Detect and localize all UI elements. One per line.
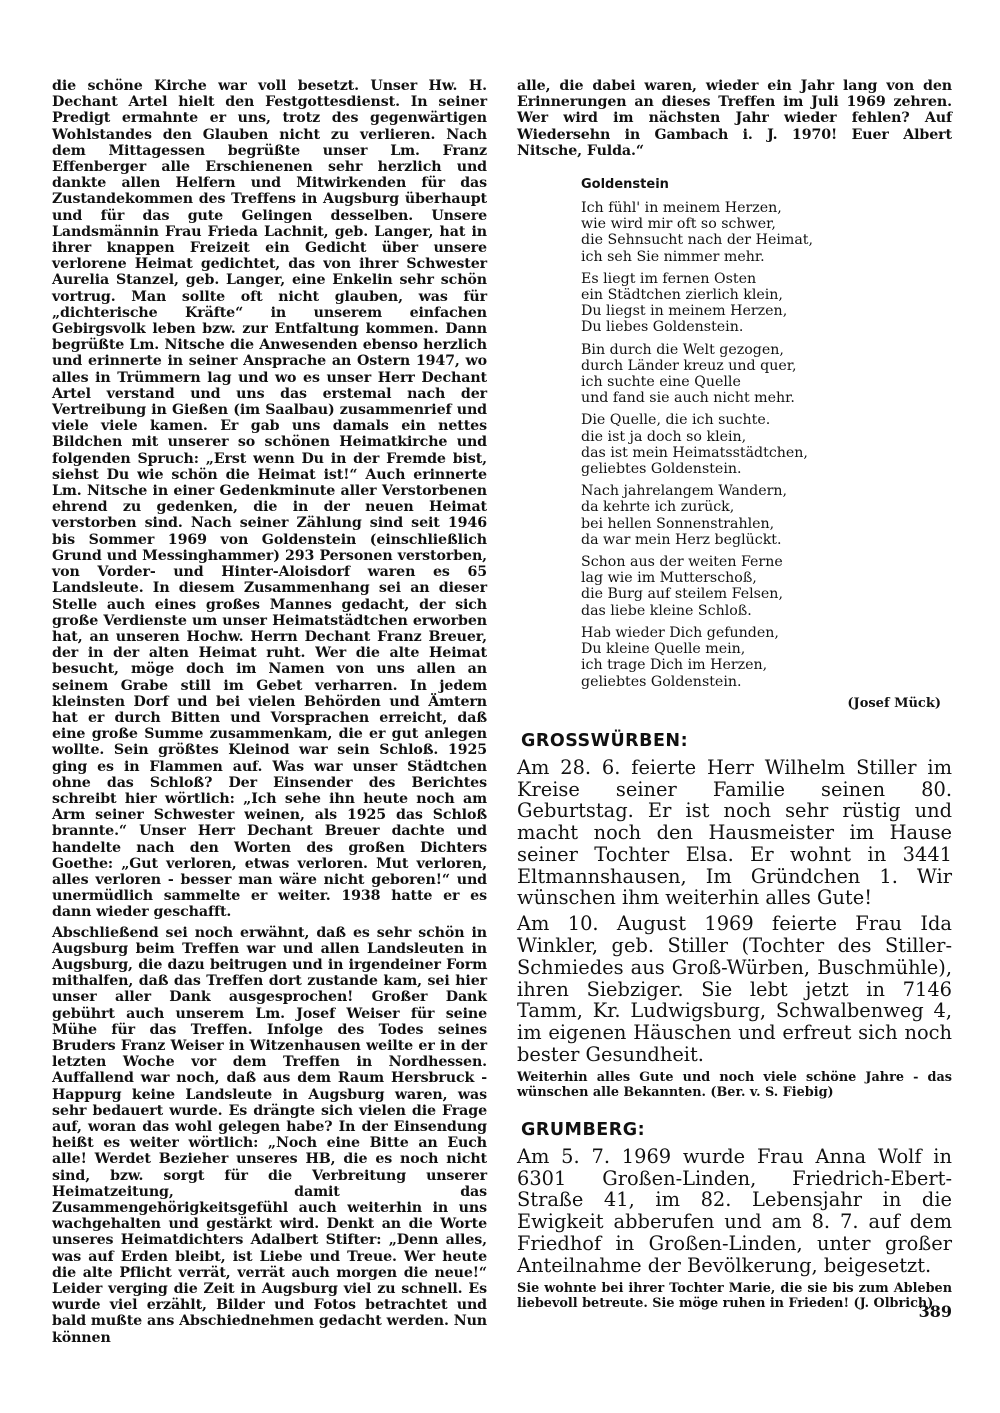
poem-stanza: Die Quelle, die ich suchte. die ist ja doch so klein, das ist mein Heimatsstädtchen, geliebtes Goldenstein. bbox=[581, 412, 808, 478]
news-paragraph: Am 5. 7. 1969 wurde Frau Anna Wolf in 6301 Großen-Linden, Friedrich-Ebert-Straße 41, im 82. Lebensjahr in die Ewigkeit abberufen und am 8. 7. auf dem Friedhof in Großen-Linden, unter großer Anteilnahme der Bevölkerung, beigesetzt. bbox=[517, 1144, 952, 1277]
left-column bbox=[52, 78, 487, 1346]
news-paragraph: Am 10. August 1969 feierte Frau Ida Winkler, geb. Stiller (Tochter des Stiller-Schmiedes aus Groß-Würben, Buschmühle), ihren Siebziger. Sie lebt jetzt in 7146 Tamm, Kr. Ludwigsburg, Schwalbenweg 4, im eigenen Häuschen und erfreut sich noch bester Gesundheit. bbox=[517, 912, 952, 1067]
article-paragraph: Abschließend sei noch erwähnt, daß es sehr schön in Augsburg beim Treffen war und allen Landsleuten in Augsburg, die dazu beitrugen und in irgendeiner Form mithalfen, daß das Treffen dort zustande kam, sei hier unser aller Dank ausgesprochen! Großer Dank gebührt auch unserem Lm. Josef Weiser für seine Mühe für das Treffen. Infolge des Todes seines Bruders Franz Weiser in Witzenhausen weilte er in der letzten Woche vor dem Treffen in Nordhessen. Auffallend war noch, daß aus dem Raum Hersbruck - Happurg keine Landsleute in Augsburg waren, was sehr bedauert wurde. Es drängte sich vielen die Frage auf, woran das wohl gelegen habe? In der Einsendung heißt es weiter wörtlich: „Noch eine Bitte an Euch alle! Werdet Bezieher unseres HB, die es noch nicht sind, bzw. sorgt für die Verbreitung unserer Heimatzeitung, damit das Zusammengehörigkeitsgefühl auch weiterhin in uns wachgehalten und gestärkt wird. Denkt an die Worte unseres Heimatdichters Adalbert Stifter: „Denn alles, was auf Erden bleibt, ist Liebe und Treue. Wer heute die alte Pflicht verrät, verrät auch morgen die neue!“ Leider verging die Zeit in Augsburg viel zu schnell. Es wurde viel erzählt, Bilder und Fotos betrachtet und bald mußte ans Abschiednehmen gedacht werden. Nun können bbox=[52, 924, 487, 1346]
poem-stanza: Ich fühl' in meinem Herzen, wie wird mir oft so schwer, die Sehnsucht nach der Heimat, ich seh Sie nimmer mehr. bbox=[581, 200, 814, 265]
article-continuation: alle, die dabei waren, wieder ein Jahr lang von den Erinnerungen an dieses Treffen im Juli 1969 zehren. Wer wird im nächsten Jahr wieder fehlen? Auf Wiedersehn in Gambach i. J. 1970! Euer Albert Nitsche, Fulda.“ bbox=[517, 78, 952, 159]
news-paragraph: Am 28. 6. feierte Herr Wilhelm Stiller im Kreise seiner Familie seinen 80. Geburtstag. Er ist noch sehr rüstig und macht noch den Hausmeister im Hause seiner Tochter Elsa. Er wohnt in 3441 Eltmannshausen, Im Gründchen 1. Wir wünschen ihm weiterhin alles Gute! bbox=[517, 755, 952, 910]
section-heading-grosswuerben: GROSSWÜRBEN: bbox=[521, 730, 689, 751]
poem-author: (Josef Mück) bbox=[847, 695, 941, 711]
news-note: Sie wohnte bei ihrer Tochter Marie, die sie bis zum Ableben liebevoll betreute. Sie möge ruhen in Frieden! (J. Olbrich) bbox=[517, 1280, 952, 1311]
poem bbox=[581, 177, 941, 711]
section-heading-grumberg: GRUMBERG: bbox=[521, 1119, 646, 1140]
poem-stanza: Schon aus der weiten Ferne lag wie im Mutterschoß, die Burg auf steilem Felsen, das liebe kleine Schloß. bbox=[581, 554, 783, 619]
poem-stanza: Nach jahrelangem Wandern, da kehrte ich zurück, bei hellen Sonnenstrahlen, da war mein Herz beglückt. bbox=[581, 483, 788, 548]
page-number: 389 bbox=[918, 1302, 952, 1321]
news-note: Weiterhin alles Gute und noch viele schöne Jahre - das wünschen alle Bekannten. (Ber. v. S. Fiebig) bbox=[517, 1069, 952, 1100]
poem-stanza: Bin durch die Welt gezogen, durch Länder kreuz und quer, ich suchte eine Quelle und fand sie auch nicht mehr. bbox=[581, 341, 797, 407]
poem-stanza: Es liegt im fernen Osten ein Städtchen zierlich klein, Du liegst in meinem Herzen, Du liebes Goldenstein. bbox=[581, 270, 788, 336]
right-column bbox=[517, 78, 952, 1311]
article-paragraph: die schöne Kirche war voll besetzt. Unser Hw. H. Dechant Artel hielt den Festgottesdienst. In seiner Predigt ermahnte er uns, trotz des gegenwärtigen Wohlstandes den Glauben nicht zu verlieren. Nach dem Mittagessen begrüßte unser Lm. Franz Effenberger alle Erschienenen sehr herzlich und dankte allen Helfern und Mitwirkenden für das Zustandekommen des Treffens in Augsburg überhaupt und für das gute Gelingen desselben. Unsere Landsmännin Frau Frieda Lachnit, geb. Langer, hat in ihrer knappen Freizeit ein Gedicht über unsere verlorene Heimat gedichtet, das von ihrer Schwester Aurelia Stanzel, geb. Langer, eine Enkelin sehr schön vortrug. Man sollte oft nicht glauben, was für „dichterische Kräfte“ in unserem einfachen Gebirgsvolk leben bzw. zur Entfaltung kommen. Dann begrüßte Lm. Nitsche die Anwesenden ebenso herzlich und erinnerte in seiner Ansprache an Ostern 1947, wo alles in Trümmern lag und wo es unser Herr Dechant Artel verstand und uns das erstemal nach der Vertreibung in Gießen (im Saalbau) zusammenrief und viele viele kamen. Er gab uns damals ein nettes Bildchen mit unserer so schönen Heimatkirche und folgenden Spruch: „Erst wenn Du in der Fremde bist, siehst Du wie schön die Heimat ist!“ Auch erinnerte Lm. Nitsche in einer Gedenkminute aller Verstorbenen ehrend zu gedenken, die in der neuen Heimat verstorben sind. Nach seiner Zählung sind seit 1946 bis Sommer 1969 von Goldenstein (einschließlich Grund und Messinghammer) 293 Personen verstorben, von Vorder- und Hinter-Aloisdorf waren es 65 Landsleute. In diesem Zusammenhang sei an dieser Stelle auch eines großes Mannes gedacht, der sich große Verdienste um unser Heimatstädtchen erworben hat, an unseren Hochw. Herrn Dechant Franz Breuer, der in der alten Heimat ruht. Wer die alte Heimat besucht, möge doch im Namen von uns allen an seinem Grabe still im Gebet verharren. In jedem kleinsten Dorf und bei vielen Behörden und Ämtern hat er durch Bitten und Vorsprachen erreicht, daß eine große Summe zusammenkam, die er gut anlegen wollte. Sein größtes Kleinod war sein Schloß. 1925 ging es in Flammen auf. Was war unser Städtchen ohne das Schloß? Der Einsender des Berichtes schreibt hier wörtlich: „Ich sehe ihn heute noch am Arm seiner Schwester weinen, als 1925 das Schloß brannte.“ Unser Herr Dechant Breuer dachte und handelte nach den Worten des großen Dichters Goethe: „Gut verloren, etwas verloren. Mut verloren, alles verloren - besser man wäre nicht geboren!“ und unermüdlich sammelte er weiter. 1938 hatte er es dann wieder geschafft. bbox=[52, 78, 487, 921]
poem-stanza: Hab wieder Dich gefunden, Du kleine Quelle mein, ich trage Dich im Herzen, geliebtes Goldenstein. bbox=[581, 624, 779, 690]
poem-title: Goldenstein bbox=[581, 177, 669, 193]
